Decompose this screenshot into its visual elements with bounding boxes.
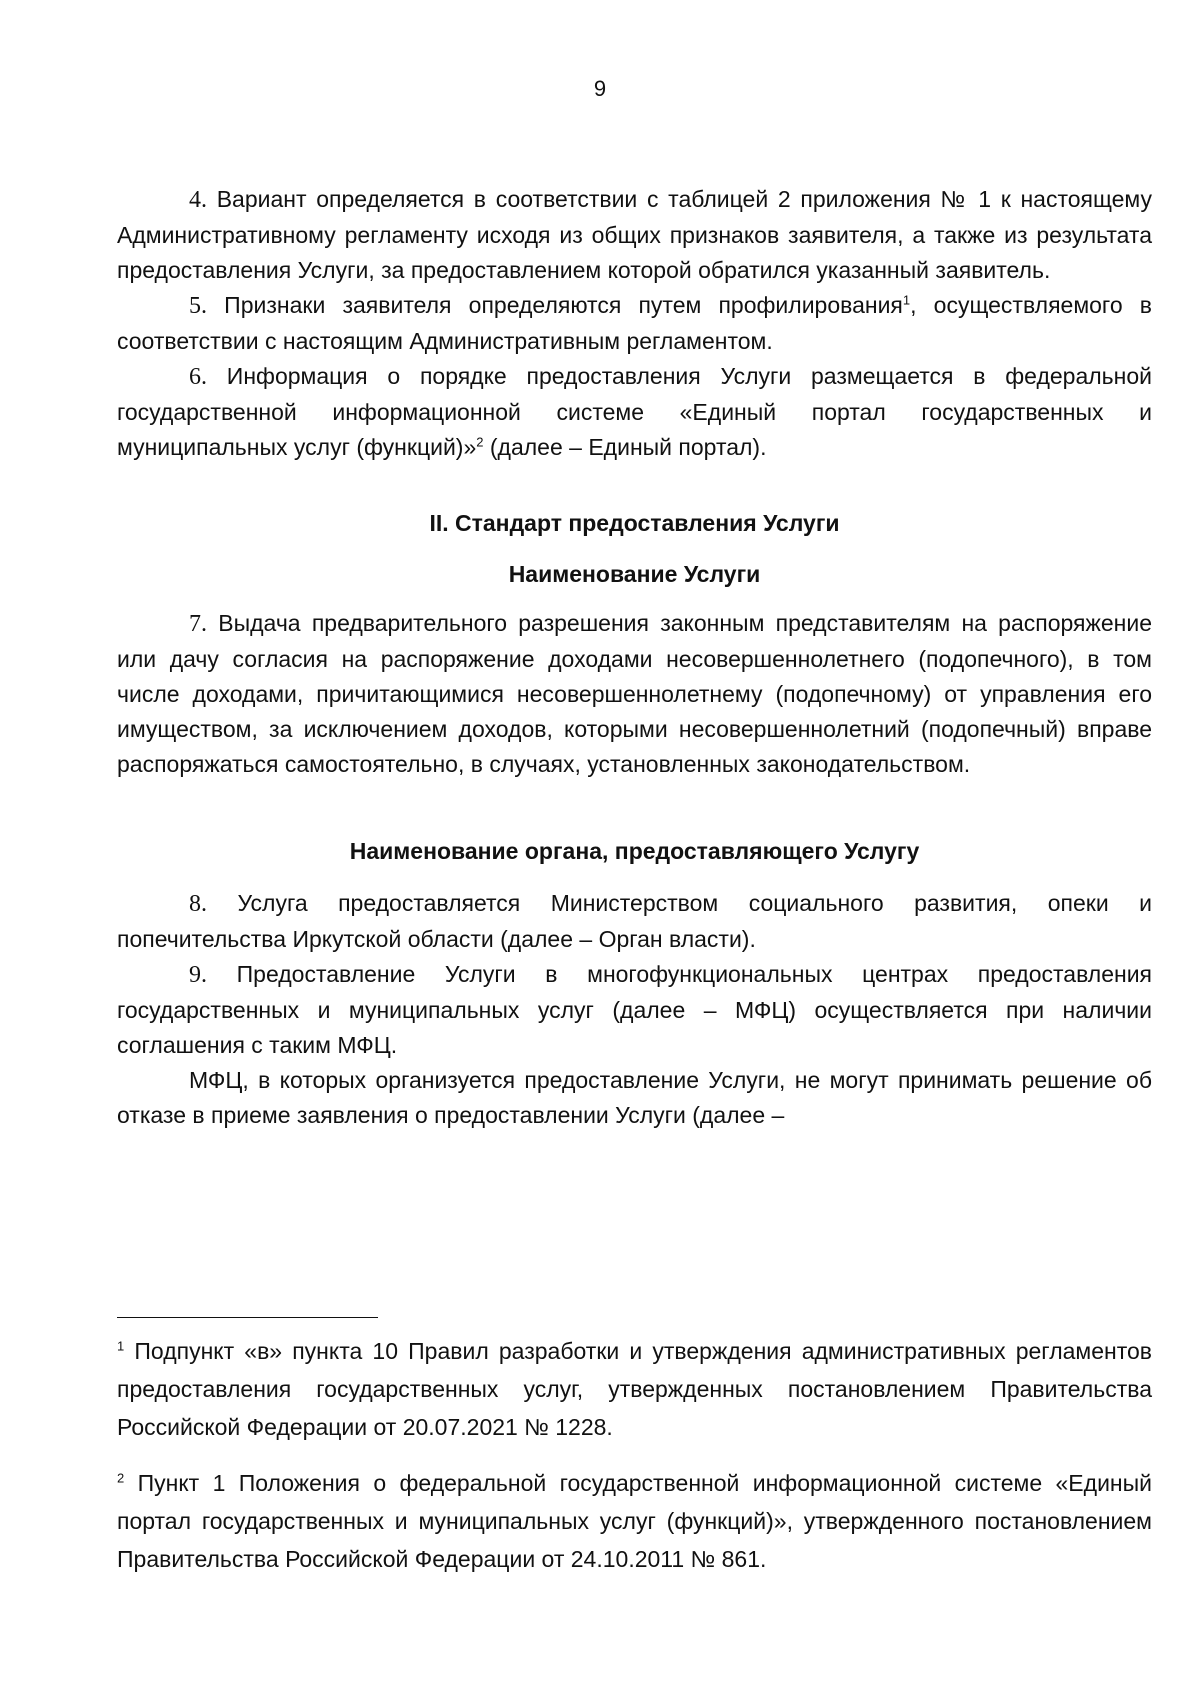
paragraph-text: Признаки заявителя определяются путем профилирования [224,292,903,318]
footnotes [117,1332,1152,1578]
paragraph-number: 7. [189,611,207,637]
paragraph-5 [117,288,1152,359]
paragraph-6 [117,359,1152,465]
paragraph-9-continued [117,1063,1152,1133]
paragraph-number: 5. [189,293,207,319]
footnote-text: Подпункт «в» пункта 10 Правил разработки и утверждения административных регламентов предоставления государственных услуг, утвержденных постановлением Правительства Российской Федерации от 20.07.2021 № 1228. [117,1338,1152,1440]
page-number: 9 [593,76,607,101]
paragraph-text: Информация о порядке предоставления Услуги размещается в федеральной государственной информационной системе «Единый портал государственных и муниципальных услуг (функций)» [117,363,1152,460]
section-heading: II. Стандарт предоставления Услуги [429,510,840,536]
footnote-ref-1: 1 [902,292,911,308]
footnote-mark: 2 [117,1470,125,1486]
footnote-2 [117,1464,1152,1578]
paragraph-text: Услуга предоставляется Министерством социального развития, опеки и попечительства Иркутской области (далее – Орган власти). [117,890,1152,952]
footnote-separator [117,1317,378,1318]
paragraph-4 [117,182,1152,288]
paragraph-number: 8. [189,891,207,917]
paragraph-number: 4. [189,187,207,213]
paragraph-text: МФЦ, в которых организуется предоставление Услуги, не могут принимать решение об отказе в приеме заявления о предоставлении Услуги (далее – [117,1067,1152,1128]
subsection-heading-service-name: Наименование Услуги [508,561,761,587]
paragraph-9 [117,957,1152,1063]
footnote-mark: 1 [117,1338,125,1354]
paragraph-text: Предоставление Услуги в многофункциональных центрах предоставления государственных и муниципальных услуг (далее – МФЦ) осуществляется при наличии соглашения с таким МФЦ. [117,961,1152,1058]
paragraph-text-cont: (далее – Единый портал). [483,434,767,460]
footnote-1 [117,1332,1152,1446]
subsection-heading-organ: Наименование органа, предоставляющего Услугу [349,838,920,864]
paragraph-7 [117,606,1152,782]
paragraph-text: Вариант определяется в соответствии с таблицей 2 приложения № 1 к настоящему Административному регламенту исходя из общих признаков заявителя, а также из результата предоставления Услуги, за предоставлением которой обратился указанный заявитель. [117,186,1152,283]
document-body [117,182,1152,1133]
paragraph-text-cont: , осуществляемого в соответствии с настоящим Административным регламентом. [117,292,1152,354]
paragraph-number: 9. [189,962,207,988]
paragraph-8 [117,886,1152,957]
paragraph-text: Выдача предварительного разрешения законным представителям на распоряжение или дачу согласия на распоряжение доходами несовершеннолетнего (подопечного), в том числе доходами, причитающимися несовершеннолетнему (подопечному) от управления его имуществом, за исключением доходов, которыми несовершеннолетний (подопечный) вправе распоряжаться самостоятельно, в случаях, установленных законодательством. [117,610,1152,777]
footnote-text: Пункт 1 Положения о федеральной государственной информационной системе «Единый портал государственных и муниципальных услуг (функций)», утвержденного постановлением Правительства Российской Федерации от 24.10.2011 № 861. [117,1470,1152,1572]
footnote-ref-2: 2 [476,434,484,450]
paragraph-number: 6. [189,364,207,390]
